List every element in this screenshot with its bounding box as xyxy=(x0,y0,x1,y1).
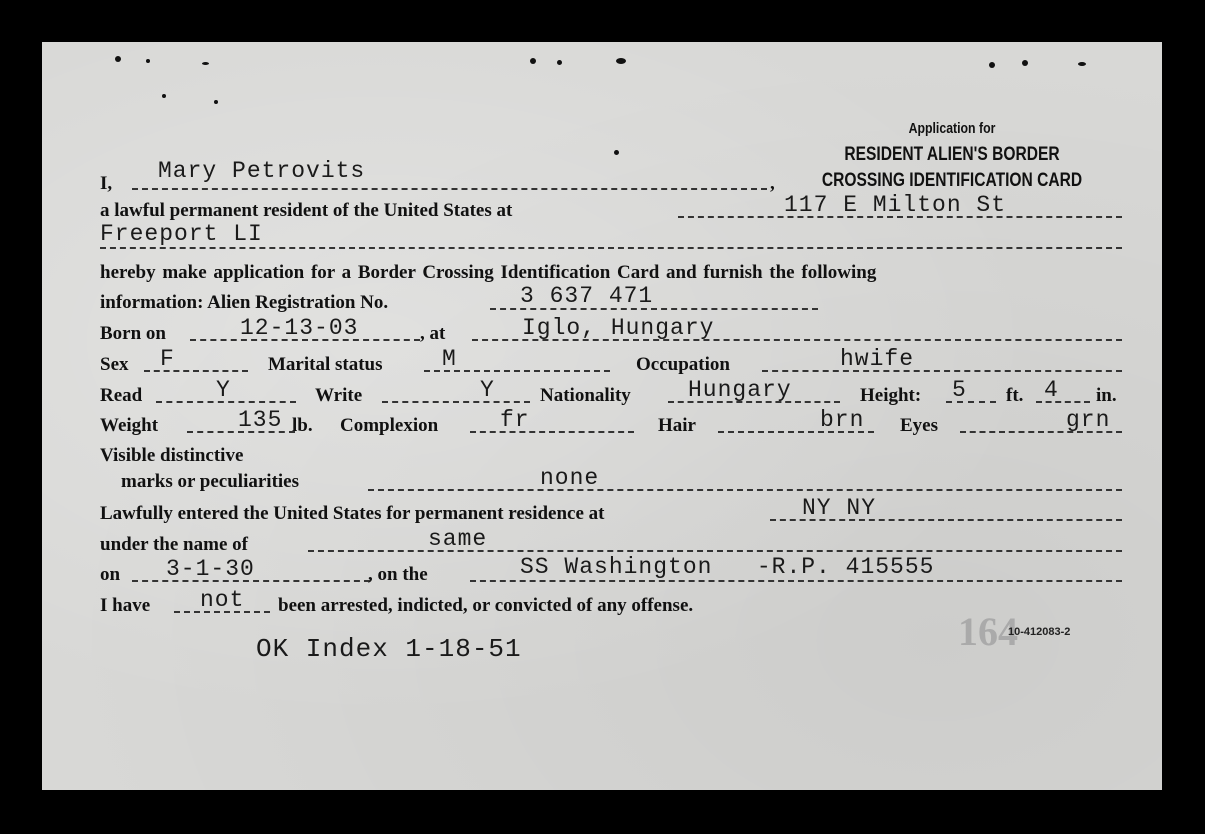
label-lb: lb. xyxy=(292,415,313,436)
speck xyxy=(202,62,209,65)
label-arrested: been arrested, indicted, or convicted of any offense. xyxy=(278,595,694,616)
hair-value: brn xyxy=(820,407,865,433)
label-visible: Visible distinctive xyxy=(100,445,244,466)
label-marks: marks or peculiarities xyxy=(121,471,300,492)
height-ft-value: 5 xyxy=(952,377,967,403)
label-on-the: , on the xyxy=(368,564,428,585)
label-on: on xyxy=(100,564,121,585)
birth-place-value: Iglo, Hungary xyxy=(522,315,715,341)
label-comma: , xyxy=(770,173,775,194)
read-value: Y xyxy=(216,377,231,403)
registration-value: 3 637 471 xyxy=(520,283,654,309)
label-nationality: Nationality xyxy=(540,385,631,406)
speck xyxy=(214,100,218,104)
speck xyxy=(1078,62,1086,66)
address2-line xyxy=(100,247,1122,249)
label-under: under the name of xyxy=(100,534,248,555)
label-sex: Sex xyxy=(100,354,129,375)
speck xyxy=(616,58,626,64)
name-value: Mary Petrovits xyxy=(158,158,366,184)
eyes-value: grn xyxy=(1066,407,1111,433)
label-read: Read xyxy=(100,385,143,406)
name-line xyxy=(132,188,767,190)
height-in-value: 4 xyxy=(1044,377,1059,403)
vessel-value: SS Washington -R.P. 415555 xyxy=(520,554,935,580)
stamp-number: 164 xyxy=(958,609,1018,654)
header-line1: Application for xyxy=(908,120,996,137)
label-lawful: a lawful permanent resident of the United States at xyxy=(100,200,513,221)
label-i-have: I have xyxy=(100,595,151,616)
speck xyxy=(162,94,166,98)
speck xyxy=(614,150,619,155)
speck xyxy=(1022,60,1028,66)
address2-value: Freeport LI xyxy=(100,221,263,247)
marital-value: M xyxy=(442,346,457,372)
weight-value: 135 xyxy=(238,407,283,433)
label-marital: Marital status xyxy=(268,354,383,375)
label-i: I, xyxy=(100,173,113,194)
label-occupation: Occupation xyxy=(636,354,730,375)
speck xyxy=(115,56,121,62)
write-line xyxy=(382,401,530,403)
vessel-line xyxy=(470,580,1122,582)
entry-name-value: same xyxy=(428,526,488,552)
label-in: in. xyxy=(1096,385,1117,406)
header-line2: RESIDENT ALIEN'S BORDER xyxy=(844,144,1060,165)
header-line3: CROSSING IDENTIFICATION CARD xyxy=(821,170,1083,191)
label-ft: ft. xyxy=(1006,385,1024,406)
label-eyes: Eyes xyxy=(900,415,938,436)
write-value: Y xyxy=(480,377,495,403)
label-write: Write xyxy=(315,385,363,406)
occupation-line xyxy=(762,370,1122,372)
form-number: 10-412083-2 xyxy=(1008,626,1071,638)
port-value: NY NY xyxy=(802,495,877,521)
entry-date-value: 3-1-30 xyxy=(166,556,255,582)
birth-date-value: 12-13-03 xyxy=(240,315,359,341)
arrested-value: not xyxy=(200,587,245,613)
label-height: Height: xyxy=(860,385,922,406)
nationality-value: Hungary xyxy=(688,377,792,403)
speck xyxy=(989,62,995,68)
speck xyxy=(530,58,536,64)
label-info: information: Alien Registration No. xyxy=(100,292,389,313)
marks-line xyxy=(368,489,1122,491)
label-hair: Hair xyxy=(658,415,696,436)
address1-value: 117 E Milton St xyxy=(784,192,1007,218)
occupation-value: hwife xyxy=(840,346,915,372)
label-hereby: hereby make application for a Border Crossing Identification Card and furnish the following xyxy=(100,262,877,283)
sex-value: F xyxy=(160,346,175,372)
index-note: OK Index 1-18-51 xyxy=(256,634,522,664)
complexion-line xyxy=(470,431,634,433)
label-at: , at xyxy=(420,323,446,344)
label-weight: Weight xyxy=(100,415,159,436)
complexion-value: fr xyxy=(500,407,530,433)
label-born-on: Born on xyxy=(100,323,166,344)
label-complexion: Complexion xyxy=(340,415,439,436)
speck xyxy=(146,59,150,63)
label-lawfully: Lawfully entered the United States for permanent residence at xyxy=(100,503,605,524)
marks-value: none xyxy=(540,465,600,491)
speck xyxy=(557,60,562,65)
crossing-card xyxy=(42,42,1162,790)
